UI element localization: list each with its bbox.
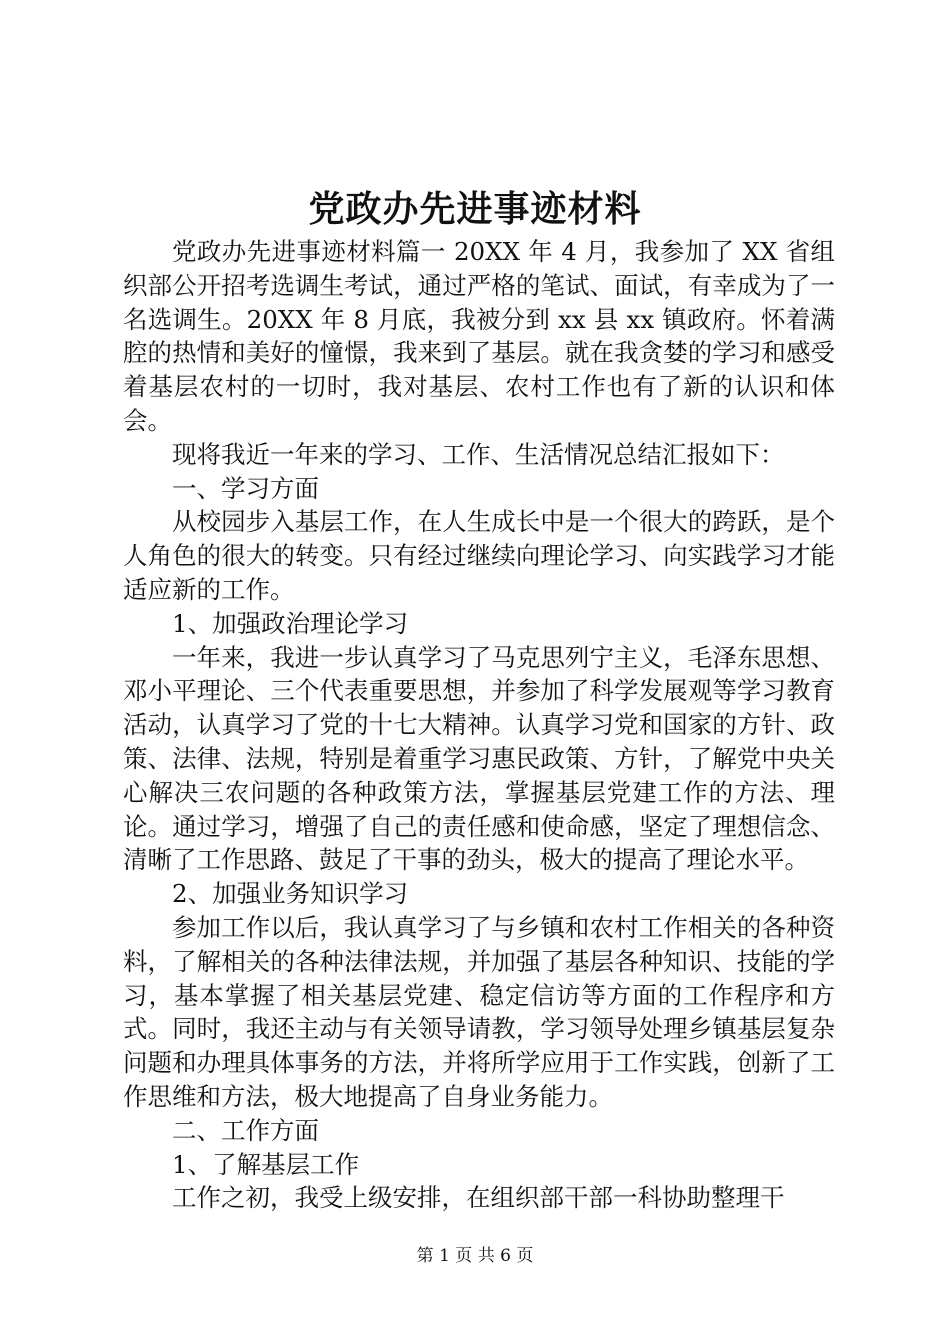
paragraph-grassroots: 工作之初，我受上级安排，在组织部干部一科协助整理干 [172, 1183, 785, 1213]
document-title: 党政办先进事迹材料 [308, 188, 642, 230]
section-heading-study: 一、学习方面 [172, 473, 319, 503]
subheading-grassroots: 1、了解基层工作 [172, 1149, 360, 1179]
paragraph-study-intro: 从校园步入基层工作，在人生成长中是一个很大的跨跃，是个人角色的很大的转变。只有经过继续向理论学习、向实践学习才能适应新的工作。 [123, 507, 835, 604]
document-body [123, 235, 835, 1215]
paragraph-political-theory: 一年来，我进一步认真学习了马克思列宁主义，毛泽东思想、邓小平理论、三个代表重要思想，并参加了科学发展观等学习教育活动，认真学习了党的十七大精神。认真学习党和国家的方针、政策、法律、法规，特别是着重学习惠民政策、方针，了解党中央关心解决三农问题的各种政策方法，掌握基层党建工作的方法、理论。通过学习，增强了自己的责任感和使命感，坚定了理想信念、清晰了工作思路、鼓足了干事的劲头，极大的提高了理论水平。 [123, 642, 835, 875]
subheading-political-theory: 1、加强政治理论学习 [172, 608, 409, 638]
paragraph-business-knowledge: 参加工作以后，我认真学习了与乡镇和农村工作相关的各种资料，了解相关的各种法律法规，并加强了基层各种知识、技能的学习，基本掌握了相关基层党建、稳定信访等方面的工作程序和方式。同时，我还主动与有关领导请教，学习领导处理乡镇基层复杂问题和办理具体事务的方法，并将所学应用于工作实践，创新了工作思维和方法，极大地提高了自身业务能力。 [123, 912, 835, 1111]
paragraph-summary-lead: 现将我近一年来的学习、工作、生活情况总结汇报如下： [172, 439, 785, 469]
section-heading-work: 二、工作方面 [172, 1115, 319, 1145]
page-footer: 第 1 页 共 6 页 [416, 1246, 534, 1266]
subheading-business-knowledge: 2、加强业务知识学习 [172, 879, 409, 909]
paragraph-intro: 党政办先进事迹材料篇一 20XX 年 4 月，我参加了 XX 省组织部公开招考选调生考试，通过严格的笔试、面试，有幸成为了一名选调生。20XX 年 8 月底，我被分到 xx 县 xx 镇政府。怀着满腔的热情和美好的憧憬，我来到了基层。就在我贪婪的学习和感受着基层农村的一切时，我对基层、农村工作也有了新的认识和体会。 [123, 237, 835, 435]
